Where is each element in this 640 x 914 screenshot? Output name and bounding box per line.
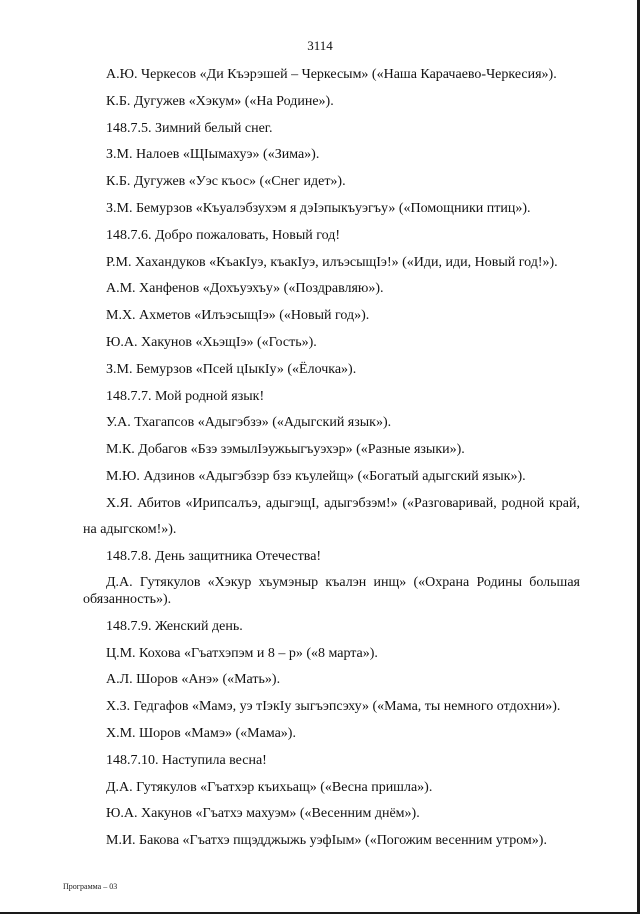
section-heading: 148.7.9. Женский день. — [106, 618, 243, 634]
list-item: А.Л. Шоров «Анэ» («Мать»). — [106, 672, 281, 688]
list-item: Ю.А. Хакунов «ХьэщIэ» («Гость»). — [106, 334, 317, 350]
section-heading: 148.7.10. Наступила весна! — [106, 752, 267, 768]
list-item-continuation: на адыгском!»). — [83, 521, 177, 537]
list-item: У.А. Тхагапсов «Адыгэбзэ» («Адыгский язык»). — [106, 415, 392, 431]
list-item: Ц.М. Кохова «Гъатхэпэм и 8 – р» («8 марта»). — [106, 645, 378, 661]
program-list — [83, 66, 580, 859]
list-item: А.М. Ханфенов «Дохъуэхъу» («Поздравляю»). — [106, 281, 384, 297]
list-item: Х.Я. Абитов «Ирипсалъэ, адыгэщI, адыгэбзэм!» («Разговаривай, родной край, — [106, 495, 580, 511]
list-item: Ю.А. Хакунов «Гъатхэ махуэм» («Весенним днём»). — [106, 806, 420, 822]
list-item: М.Х. Ахметов «ИлъэсыщIэ» («Новый год»). — [106, 308, 370, 324]
list-item: А.Ю. Черкесов «Ди Къэрэшей – Черкесым» («Наша Карачаево-Черкесия»). — [106, 67, 557, 82]
section-heading: 148.7.5. Зимний белый снег. — [106, 120, 273, 136]
list-item: Х.М. Шоров «Мамэ» («Мама»). — [106, 726, 296, 742]
list-item: З.М. Бемурзов «Псей цIыкIу» («Ёлочка»). — [106, 361, 357, 377]
footer-label: Программа – 03 — [63, 882, 118, 891]
list-item: Д.А. Гутякулов «Гъатхэр къихьащ» («Весна пришла»). — [106, 779, 433, 795]
list-item: Д.А. Гутякулов «Хэкур хъумэныр къалэн инщ» («Охрана Родины большая обязанность»). — [83, 575, 580, 608]
list-item: Х.З. Гедгафов «Мамэ, уэ тIэкIу зыгъэпсэху» («Мама, ты немного отдохни»). — [106, 699, 561, 715]
section-heading: 148.7.7. Мой родной язык! — [106, 388, 265, 404]
list-item: З.М. Бемурзов «Къуалэбзухэм я дэIэпыкъуэгъу» («Помощники птиц»). — [106, 200, 531, 216]
list-item: М.И. Бакова «Гъатхэ пщэдджыжь уэфIым» («Погожим весенним утром»). — [106, 833, 547, 849]
list-item: Р.М. Хахандуков «КъакIуэ, къакIуэ, илъэсыщIэ!» («Иди, иди, Новый год!»). — [106, 254, 558, 270]
list-item: М.Ю. Адзинов «Адыгэбзэр бзэ къулейщ» («Богатый адыгский язык»). — [106, 468, 526, 484]
list-item: М.К. Добагов «Бзэ зэмылIэужьыгъуэхэр» («Разные языки»). — [106, 442, 465, 458]
page-number: 3114 — [307, 38, 333, 53]
section-heading: 148.7.8. День защитника Отечества! — [106, 548, 322, 564]
list-item: З.М. Налоев «ЩIымахуэ» («Зима»). — [106, 147, 320, 163]
list-item: К.Б. Дугужев «Уэс къос» («Снег идет»). — [106, 174, 346, 190]
section-heading: 148.7.6. Добро пожаловать, Новый год! — [106, 227, 340, 243]
list-item: К.Б. Дугужев «Хэкум» («На Родине»). — [106, 93, 334, 109]
